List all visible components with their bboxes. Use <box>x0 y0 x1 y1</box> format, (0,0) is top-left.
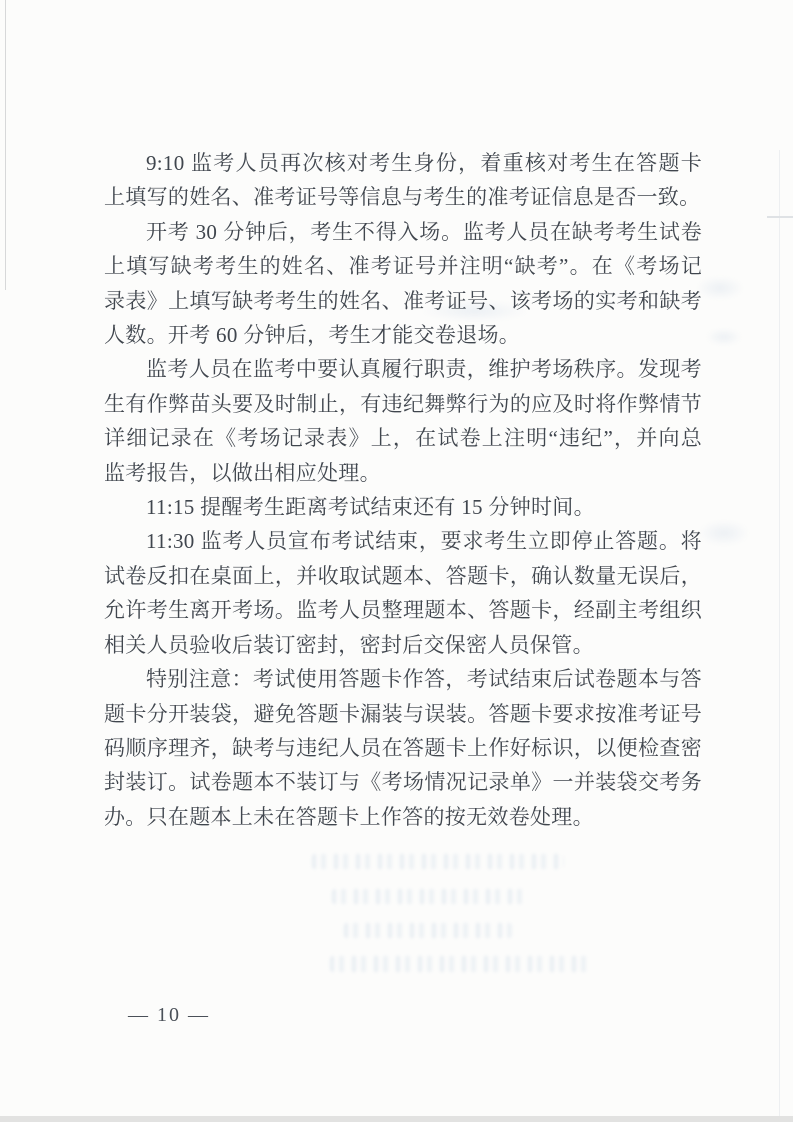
text-line: 办。只在题本上未在答题卡上作答的按无效卷处理。 <box>104 804 594 829</box>
paragraph-2 <box>104 215 702 353</box>
text-line: 录表》上填写缺考考生的姓名、准考证号、该考场的实考和缺考 <box>104 288 702 313</box>
text-line: 上填写的姓名、准考证号等信息与考生的准考证信息是否一致。 <box>104 185 701 210</box>
paragraph-3 <box>104 352 702 490</box>
text-line: 允许考生离开考场。监考人员整理题本、答题卡，经副主考组织 <box>104 598 702 623</box>
text-line: 人数。开考 60 分钟后，考生才能交卷退场。 <box>104 323 521 348</box>
bleed-through-artifact <box>312 854 564 869</box>
scan-right-edge-tick <box>767 216 793 218</box>
text-line: 11:15 提醒考生距离考试结束还有 15 分钟时间。 <box>146 495 595 520</box>
paragraph-4 <box>104 490 702 524</box>
text-line: 详细记录在《考场记录表》上，在试卷上注明“违纪”，并向总 <box>104 426 702 451</box>
text-line: 上填写缺考考生的姓名、准考证号并注明“缺考”。在《考场记 <box>104 254 702 279</box>
text-line: 监考报告，以做出相应处理。 <box>104 460 381 485</box>
bleed-through-artifact <box>344 923 512 938</box>
page-number: — 10 — <box>128 1004 210 1026</box>
document-text <box>104 146 702 834</box>
text-line: 生有作弊苗头要及时制止，有违纪舞弊行为的应及时将作弊情节 <box>104 391 702 416</box>
scan-bottom-edge-strip <box>0 1116 793 1122</box>
text-line: 11:30 监考人员宣布考试结束，要求考生立即停止答题。将 <box>146 529 702 554</box>
text-line: 码顺序理齐，缺考与违纪人员在答题卡上作好标识，以便检查密 <box>104 735 702 760</box>
paragraph-5 <box>104 524 702 662</box>
text-line: 相关人员验收后装订密封，密封后交保密人员保管。 <box>104 632 594 657</box>
paragraph-6 <box>104 662 702 834</box>
bleed-through-artifact <box>698 520 750 546</box>
paragraph-1 <box>104 146 702 215</box>
text-line: 监考人员在监考中要认真履行职责，维护考场秩序。发现考 <box>146 357 702 382</box>
scan-right-edge-line <box>779 150 780 1122</box>
bleed-through-artifact <box>332 889 524 904</box>
text-line: 题卡分开装袋，避免答题卡漏装与误装。答题卡要求按准考证号 <box>104 701 702 726</box>
bleed-through-artifact <box>696 276 744 300</box>
text-line: 特别注意：考试使用答题卡作答，考试结束后试卷题本与答 <box>146 667 702 692</box>
text-line: 9:10 监考人员再次核对考生身份，着重核对考生在答题卡 <box>146 151 702 175</box>
text-line: 开考 30 分钟后，考生不得入场。监考人员在缺考考生试卷 <box>146 219 702 244</box>
text-line: 试卷反扣在桌面上，并收取试题本、答题卡，确认数量无误后， <box>104 563 702 588</box>
bleed-through-artifact <box>706 328 742 346</box>
bleed-through-artifact <box>330 956 592 972</box>
scan-left-edge-line <box>5 0 6 290</box>
text-line: 封装订。试卷题本不装订与《考场情况记录单》一并装袋交考务 <box>104 770 702 795</box>
